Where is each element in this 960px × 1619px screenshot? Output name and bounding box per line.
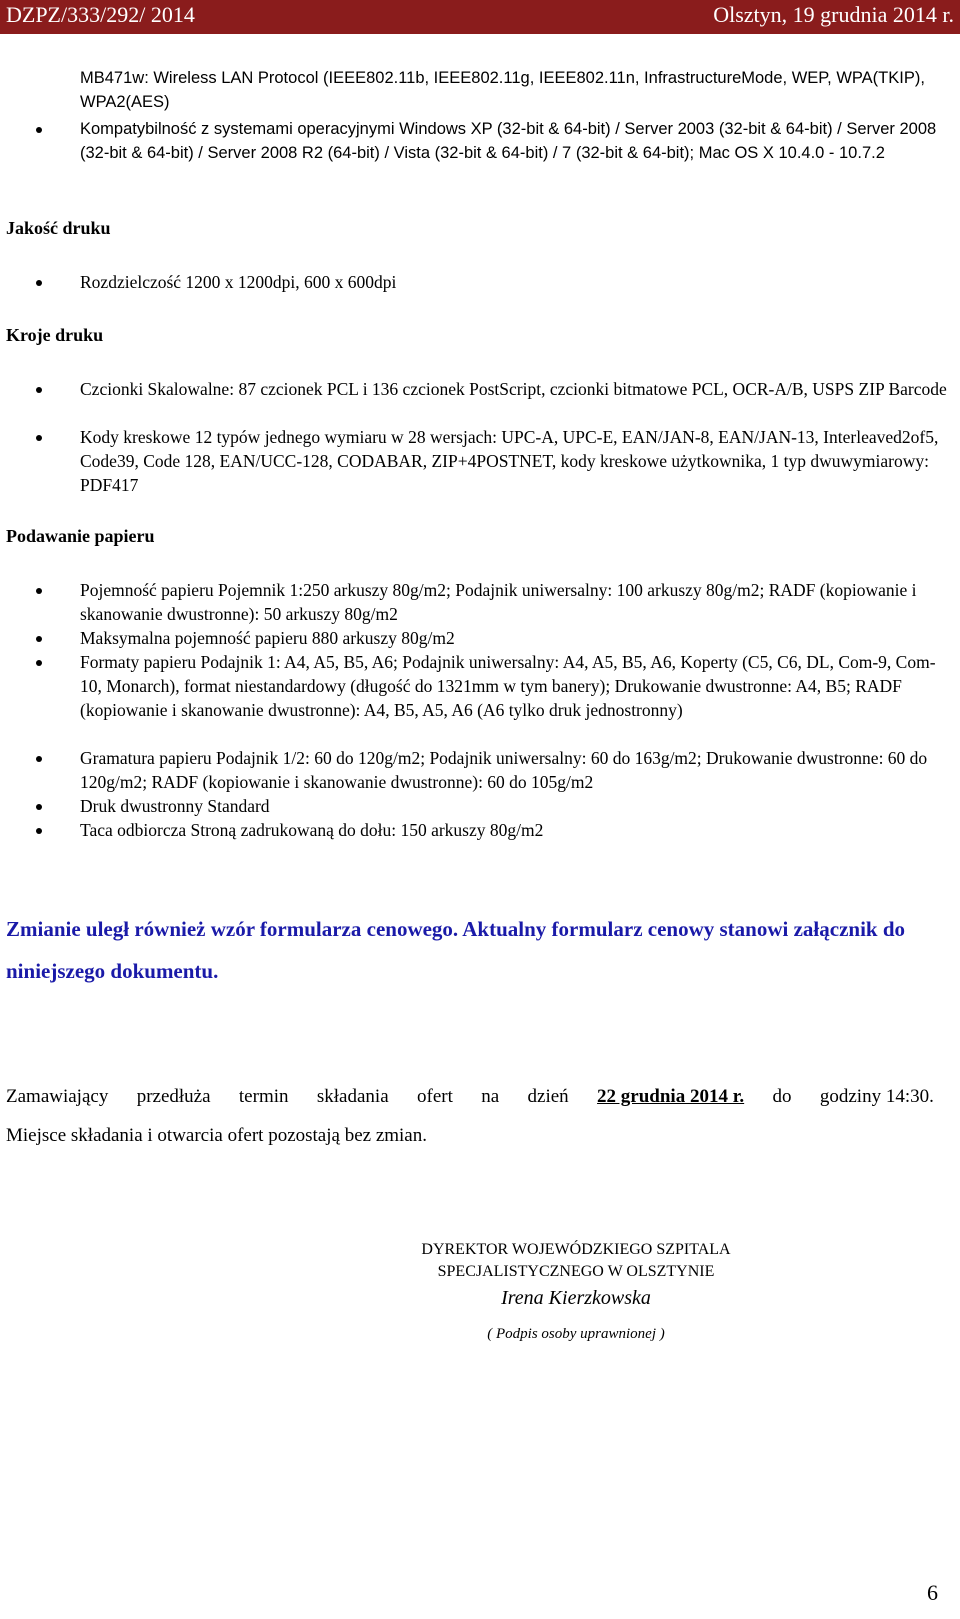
list-item (80, 818, 952, 842)
bullet-icon (36, 828, 42, 834)
bullet-icon (36, 636, 42, 642)
word: na (481, 1086, 500, 1107)
word: Zamawiający (6, 1086, 109, 1107)
list-item (80, 626, 952, 650)
word: do (772, 1086, 792, 1107)
page-number: 6 (927, 1580, 938, 1605)
list-item-text: Taca odbiorcza Stroną zadrukowaną do dołu: 150 arkuszy 80g/m2 (80, 820, 544, 840)
list-item-text: Gramatura papieru Podajnik 1/2: 60 do 120g/m2; Podajnik uniwersalny: 60 do 163g/m2; Drukowanie dwustronne: 60 do 120g/m2; RADF (kopiowanie i skanowanie dwustronne): 60 do 105g/m2 (80, 748, 928, 792)
word: składania (316, 1086, 389, 1107)
protocol-text: MB471w: Wireless LAN Protocol (IEEE802.11b, IEEE802.11g, IEEE802.11n, InfrastructureMode, WEP, WPA(TKIP), WPA2(AES) (80, 69, 925, 111)
signature-title-line2: SPECJALISTYCZNEGO W OLSZTYNIE (437, 1263, 715, 1280)
list-item-text: Rozdzielczość 1200 x 1200dpi, 600 x 600dpi (80, 272, 397, 292)
section-heading-fonts: Kroje druku (6, 325, 104, 345)
deadline-date: 22 grudnia 2014 r. (597, 1086, 745, 1107)
list-item-text: Maksymalna pojemność papieru 880 arkuszy 80g/m2 (80, 628, 455, 648)
list-item (80, 794, 952, 818)
list-item (80, 578, 952, 626)
list-item (80, 746, 952, 794)
bullet-icon (36, 756, 42, 762)
word: termin (238, 1086, 289, 1107)
list-item-text: Czcionki Skalowalne: 87 czcionek PCL i 136 czcionek PostScript, czcionki bitmatowe PCL, OCR-A/B, USPS ZIP Barcode (80, 379, 947, 399)
list-item-compatibility (80, 117, 952, 165)
word: ofert (417, 1086, 453, 1107)
section-heading-paper: Podawanie papieru (6, 526, 155, 546)
deadline-notice (6, 1077, 934, 1155)
list-item-text: Kody kreskowe 12 typów jednego wymiaru w 28 wersjach: UPC-A, UPC-E, EAN/JAN-8, EAN/JAN-13, Interleaved2of5, Code39, Code 128, EAN/UCC-128, CODABAR, ZIP+4POSTNET, kody kreskowe użytkownika, 1 typ dwuwymiarowy: PDF417 (80, 427, 939, 495)
signature-note: ( Podpis osoby uprawnionej ) (487, 1326, 665, 1342)
signature-block (386, 1239, 766, 1345)
deadline-time: godziny 14:30. (819, 1086, 934, 1107)
signatory-name: Irena Kierzkowska (501, 1287, 651, 1309)
word: dzień (527, 1086, 569, 1107)
header-band (0, 0, 960, 34)
bullet-icon (36, 660, 42, 666)
document-reference: DZPZ/333/292/ 2014 (6, 2, 195, 27)
document-date: Olsztyn, 19 grudnia 2014 r. (713, 2, 954, 27)
location-unchanged-line: Miejsce składania i otwarcia ofert pozostają bez zmian. (6, 1125, 427, 1146)
list-item (80, 377, 952, 401)
bullet-icon (36, 127, 42, 133)
word: przedłuża (136, 1086, 211, 1107)
list-item-text: Druk dwustronny Standard (80, 796, 270, 816)
section-heading-print-quality: Jakość druku (6, 218, 111, 238)
list-item-text: Kompatybilność z systemami operacyjnymi Windows XP (32-bit & 64-bit) / Server 2003 (32-bit & 64-bit) / Server 2008 (32-bit & 64-bit) / Server 2008 R2 (64-bit) / Vista (32-bit & 64-bit) / 7 (32-bit & 64-bit); Mac OS X 10.4.0 - 10.7.2 (80, 120, 937, 162)
list-item (80, 425, 952, 497)
bullet-icon (36, 387, 42, 393)
list-item (80, 650, 952, 722)
list-item-text: Formaty papieru Podajnik 1: A4, A5, B5, A6; Podajnik uniwersalny: A4, A5, B5, A6, Koperty (C5, C6, DL, Com-9, Com-10, Monarch), format niestandardowy (długość do 1321mm w tym banery); Drukowanie dwustronne: A4, B5; RADF (kopiowanie i skanowanie dwustronne): A4, B5, A5, A6 (A6 tylko druk jednostronny) (80, 652, 936, 720)
bullet-icon (36, 588, 42, 594)
list-item-text: Pojemność papieru Pojemnik 1:250 arkuszy 80g/m2; Podajnik uniwersalny: 100 arkuszy 80g/m2; RADF (kopiowanie i skanowanie dwustronne): 50 arkuszy 80g/m2 (80, 580, 917, 624)
deadline-line (6, 1077, 934, 1116)
bullet-icon (36, 804, 42, 810)
bullet-icon (36, 435, 42, 441)
price-form-notice: Zmianie uległ również wzór formularza cenowego. Aktualny formularz cenowy stanowi załącznik do niniejszego dokumentu. (6, 917, 906, 983)
list-item (80, 270, 952, 294)
bullet-icon (36, 280, 42, 286)
signature-title-line1: DYREKTOR WOJEWÓDZKIEGO SZPITALA (421, 1241, 731, 1258)
